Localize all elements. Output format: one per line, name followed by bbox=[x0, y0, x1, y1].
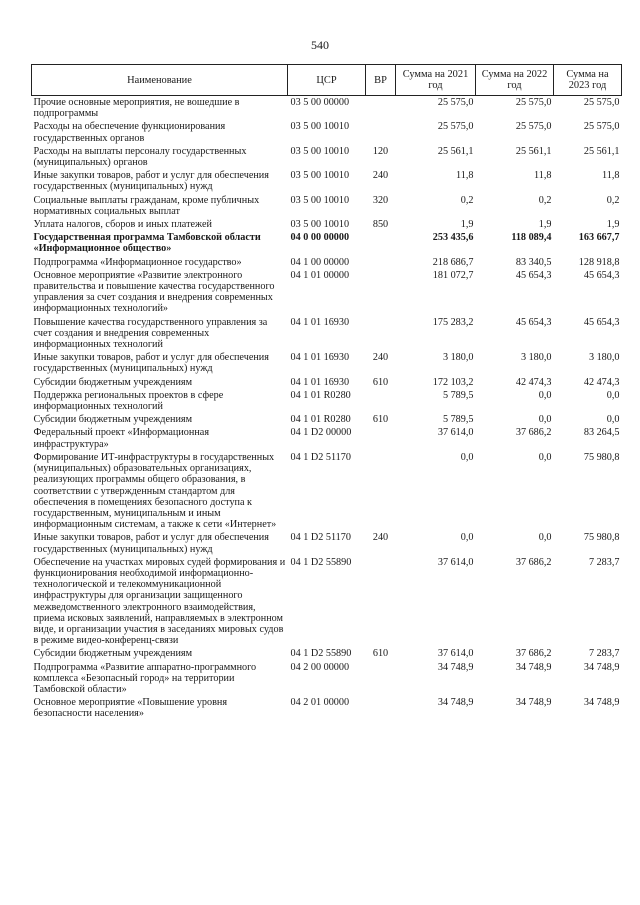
row-name: Основное мероприятие «Развитие электронного правительства и повышение качества государственного управления за счет создания и внедрения современных информационных технологий» bbox=[33, 269, 275, 315]
row-sum-2023: 7 283,7 bbox=[588, 556, 620, 568]
row-sum-2023: 1,9 bbox=[606, 219, 620, 231]
row-csr: 04 2 01 00000 bbox=[290, 697, 350, 709]
row-sum-2022: 45 654,3 bbox=[515, 269, 552, 281]
row-vr: 240 bbox=[372, 352, 389, 364]
row-csr: 03 5 00 10010 bbox=[290, 194, 350, 206]
row-sum-2023: 0,0 bbox=[606, 414, 620, 426]
row-sum-2022: 34 748,9 bbox=[515, 697, 552, 709]
row-csr: 04 0 00 00000 bbox=[290, 232, 350, 244]
row-vr: 120 bbox=[372, 145, 389, 157]
table-row bbox=[32, 389, 622, 413]
row-sum-2021: 5 789,5 bbox=[442, 414, 474, 426]
table-row bbox=[32, 120, 622, 144]
budget-table bbox=[31, 64, 622, 721]
row-name: Субсидии бюджетным учреждениям bbox=[33, 648, 193, 660]
table-row bbox=[32, 376, 622, 389]
header-sum-2023: Сумма на 2023 год bbox=[554, 65, 622, 96]
table-row bbox=[32, 256, 622, 269]
row-sum-2021: 181 072,7 bbox=[432, 269, 474, 281]
row-csr: 04 1 D2 51170 bbox=[290, 451, 351, 463]
row-vr: 610 bbox=[372, 376, 389, 388]
row-csr: 04 2 00 00000 bbox=[290, 661, 350, 673]
row-sum-2022: 34 748,9 bbox=[515, 661, 552, 673]
row-name: Федеральный проект «Информационная инфраструктура» bbox=[33, 427, 210, 450]
table-row bbox=[32, 269, 622, 316]
row-vr: 850 bbox=[372, 219, 389, 231]
row-name: Иные закупки товаров, работ и услуг для обеспечения государственных (муниципальных) нужд bbox=[33, 352, 269, 375]
row-sum-2023: 3 180,0 bbox=[588, 352, 620, 364]
row-sum-2022: 83 340,5 bbox=[515, 256, 552, 268]
header-vr: ВР bbox=[366, 65, 396, 96]
row-sum-2021: 34 748,9 bbox=[437, 697, 474, 709]
row-sum-2022: 1,9 bbox=[538, 219, 552, 231]
row-vr: 240 bbox=[372, 532, 389, 544]
row-sum-2021: 25 575,0 bbox=[437, 121, 474, 133]
row-name: Подпрограмма «Развитие аппаратно-программного комплекса «Безопасный город» на территории Тамбовской области» bbox=[33, 661, 257, 695]
row-name: Обеспечение на участках мировых судей формирования и функционирования необходимой информационно-технологической и телекоммуникационной инфраструктуры для организации защищенного межведомственного электронного взаимодействия, приема исковых заявлений, направляемых в электронном виде, и организации участия в заседаниях мировых судов в режиме видео-конференц-связи bbox=[33, 556, 286, 647]
row-sum-2021: 37 614,0 bbox=[437, 556, 474, 568]
row-name: Основное мероприятие «Повышение уровня безопасности населения» bbox=[33, 697, 228, 720]
row-sum-2021: 172 103,2 bbox=[432, 376, 474, 388]
row-sum-2021: 218 686,7 bbox=[432, 256, 474, 268]
row-sum-2022: 3 180,0 bbox=[520, 352, 552, 364]
row-sum-2023: 42 474,3 bbox=[583, 376, 620, 388]
row-sum-2021: 175 283,2 bbox=[432, 316, 474, 328]
row-name: Уплата налогов, сборов и иных платежей bbox=[33, 219, 212, 231]
row-vr bbox=[366, 256, 396, 269]
row-csr: 04 1 01 16930 bbox=[290, 352, 350, 364]
row-sum-2023: 7 283,7 bbox=[588, 648, 620, 660]
row-vr bbox=[366, 426, 396, 450]
table-row bbox=[32, 426, 622, 450]
row-csr: 03 5 00 10010 bbox=[290, 121, 350, 133]
row-sum-2023: 75 980,8 bbox=[583, 451, 620, 463]
row-sum-2021: 25 561,1 bbox=[437, 145, 474, 157]
row-sum-2021: 0,2 bbox=[460, 194, 474, 206]
row-vr: 610 bbox=[372, 648, 389, 660]
row-sum-2021: 0,0 bbox=[460, 451, 474, 463]
row-csr: 04 1 01 R0280 bbox=[290, 414, 351, 426]
row-csr: 04 1 D2 55890 bbox=[290, 648, 352, 660]
row-sum-2023: 83 264,5 bbox=[583, 427, 620, 439]
row-vr: 240 bbox=[372, 170, 389, 182]
row-sum-2021: 37 614,0 bbox=[437, 648, 474, 660]
table-row bbox=[32, 531, 622, 555]
row-sum-2022: 37 686,2 bbox=[515, 427, 552, 439]
row-sum-2023: 34 748,9 bbox=[583, 697, 620, 709]
table-row bbox=[32, 194, 622, 218]
row-sum-2022: 25 575,0 bbox=[515, 121, 552, 133]
row-sum-2023: 25 561,1 bbox=[583, 145, 620, 157]
row-sum-2021: 3 180,0 bbox=[442, 352, 474, 364]
row-csr: 03 5 00 10010 bbox=[290, 145, 350, 157]
row-sum-2021: 37 614,0 bbox=[437, 427, 474, 439]
row-sum-2023: 45 654,3 bbox=[583, 316, 620, 328]
row-sum-2022: 37 686,2 bbox=[515, 556, 552, 568]
row-sum-2023: 45 654,3 bbox=[583, 269, 620, 281]
row-sum-2021: 253 435,6 bbox=[432, 232, 474, 244]
row-sum-2022: 0,2 bbox=[538, 194, 552, 206]
row-vr bbox=[366, 316, 396, 352]
row-sum-2023: 25 575,0 bbox=[583, 97, 620, 108]
row-csr: 04 1 D2 00000 bbox=[290, 427, 352, 439]
row-sum-2023: 75 980,8 bbox=[583, 532, 620, 544]
row-vr bbox=[366, 269, 396, 316]
row-csr: 04 1 01 16930 bbox=[290, 316, 350, 328]
table-row bbox=[32, 556, 622, 648]
row-name: Социальные выплаты гражданам, кроме публичных нормативных социальных выплат bbox=[33, 194, 260, 217]
row-vr bbox=[366, 231, 396, 255]
row-sum-2023: 0,0 bbox=[606, 389, 620, 401]
row-name: Субсидии бюджетным учреждениям bbox=[33, 414, 193, 426]
row-name: Иные закупки товаров, работ и услуг для обеспечения государственных (муниципальных) нужд bbox=[33, 170, 269, 193]
row-sum-2023: 0,2 bbox=[606, 194, 620, 206]
row-name: Субсидии бюджетным учреждениям bbox=[33, 376, 193, 388]
row-csr: 03 5 00 00000 bbox=[290, 97, 350, 108]
row-sum-2021: 11,8 bbox=[456, 170, 474, 182]
row-name: Расходы на выплаты персоналу государственных (муниципальных) органов bbox=[33, 145, 247, 169]
header-sum-2022: Сумма на 2022 год bbox=[476, 65, 554, 96]
row-sum-2021: 1,9 bbox=[460, 219, 474, 231]
table-row bbox=[32, 413, 622, 426]
row-sum-2021: 0,0 bbox=[460, 532, 474, 544]
row-name: Иные закупки товаров, работ и услуг для обеспечения государственных (муниципальных) нужд bbox=[33, 532, 269, 555]
table-row bbox=[32, 96, 622, 121]
table-row bbox=[32, 316, 622, 352]
row-sum-2022: 37 686,2 bbox=[515, 648, 552, 660]
row-sum-2022: 25 561,1 bbox=[515, 145, 552, 157]
table-row bbox=[32, 231, 622, 255]
row-sum-2022: 45 654,3 bbox=[515, 316, 552, 328]
row-vr bbox=[366, 451, 396, 531]
row-csr: 04 1 D2 51170 bbox=[290, 532, 351, 544]
row-csr: 04 1 01 16930 bbox=[290, 376, 350, 388]
table-row bbox=[32, 661, 622, 697]
row-name: Расходы на обеспечение функционирования государственных органов bbox=[33, 121, 226, 144]
row-vr bbox=[366, 696, 396, 720]
row-sum-2023: 163 667,7 bbox=[578, 232, 620, 244]
row-vr: 320 bbox=[372, 194, 389, 206]
row-sum-2021: 5 789,5 bbox=[442, 389, 474, 401]
table-header-row bbox=[32, 65, 622, 96]
table-row bbox=[32, 351, 622, 375]
table-row bbox=[32, 218, 622, 231]
header-name: Наименование bbox=[32, 65, 288, 96]
header-csr: ЦСР bbox=[288, 65, 366, 96]
row-vr bbox=[366, 556, 396, 648]
table-row bbox=[32, 696, 622, 720]
row-sum-2023: 34 748,9 bbox=[583, 661, 620, 673]
row-sum-2022: 11,8 bbox=[534, 170, 552, 182]
row-vr: 610 bbox=[372, 414, 389, 426]
row-csr: 04 1 D2 55890 bbox=[290, 556, 352, 568]
row-name: Государственная программа Тамбовской области «Информационное общество» bbox=[33, 232, 261, 255]
row-csr: 04 1 01 R0280 bbox=[290, 389, 351, 401]
row-name: Формирование ИТ-инфраструктуры в государственных (муниципальных) образовательных организациях, реализующих программы общего образования, в соответствии с утвержденным стандартом для обеспечения в помещениях безопасного доступа к государственным, муниципальным и иным информационным системам, а также к сети «Интернет» bbox=[33, 451, 277, 531]
header-sum-2021: Сумма на 2021 год bbox=[396, 65, 476, 96]
row-csr: 04 1 00 00000 bbox=[290, 256, 350, 268]
row-sum-2022: 0,0 bbox=[538, 389, 552, 401]
row-vr bbox=[366, 389, 396, 413]
row-vr bbox=[366, 96, 396, 121]
row-name: Повышение качества государственного управления за счет создания и внедрения современных информационных технологий bbox=[33, 316, 268, 351]
row-sum-2022: 0,0 bbox=[538, 414, 552, 426]
table-row bbox=[32, 145, 622, 169]
row-vr bbox=[366, 661, 396, 697]
table-row bbox=[32, 451, 622, 531]
row-sum-2021: 34 748,9 bbox=[437, 661, 474, 673]
row-name: Прочие основные мероприятия, не вошедшие в подпрограммы bbox=[33, 97, 240, 120]
row-sum-2023: 25 575,0 bbox=[583, 121, 620, 133]
row-sum-2022: 42 474,3 bbox=[515, 376, 552, 388]
table-row bbox=[32, 169, 622, 193]
row-sum-2022: 25 575,0 bbox=[515, 97, 552, 108]
row-csr: 03 5 00 10010 bbox=[290, 170, 350, 182]
row-name: Подпрограмма «Информационное государство» bbox=[33, 256, 242, 268]
row-name: Поддержка региональных проектов в сфере информационных технологий bbox=[33, 389, 224, 413]
row-sum-2023: 11,8 bbox=[602, 170, 620, 182]
row-vr bbox=[366, 120, 396, 144]
row-sum-2022: 118 089,4 bbox=[511, 232, 552, 244]
table-row bbox=[32, 647, 622, 660]
row-csr: 03 5 00 10010 bbox=[290, 219, 350, 231]
row-csr: 04 1 01 00000 bbox=[290, 269, 350, 281]
page-number: 540 bbox=[311, 38, 329, 52]
row-sum-2022: 0,0 bbox=[538, 451, 552, 463]
row-sum-2023: 128 918,8 bbox=[578, 256, 620, 268]
row-sum-2021: 25 575,0 bbox=[437, 97, 474, 108]
row-sum-2022: 0,0 bbox=[538, 532, 552, 544]
